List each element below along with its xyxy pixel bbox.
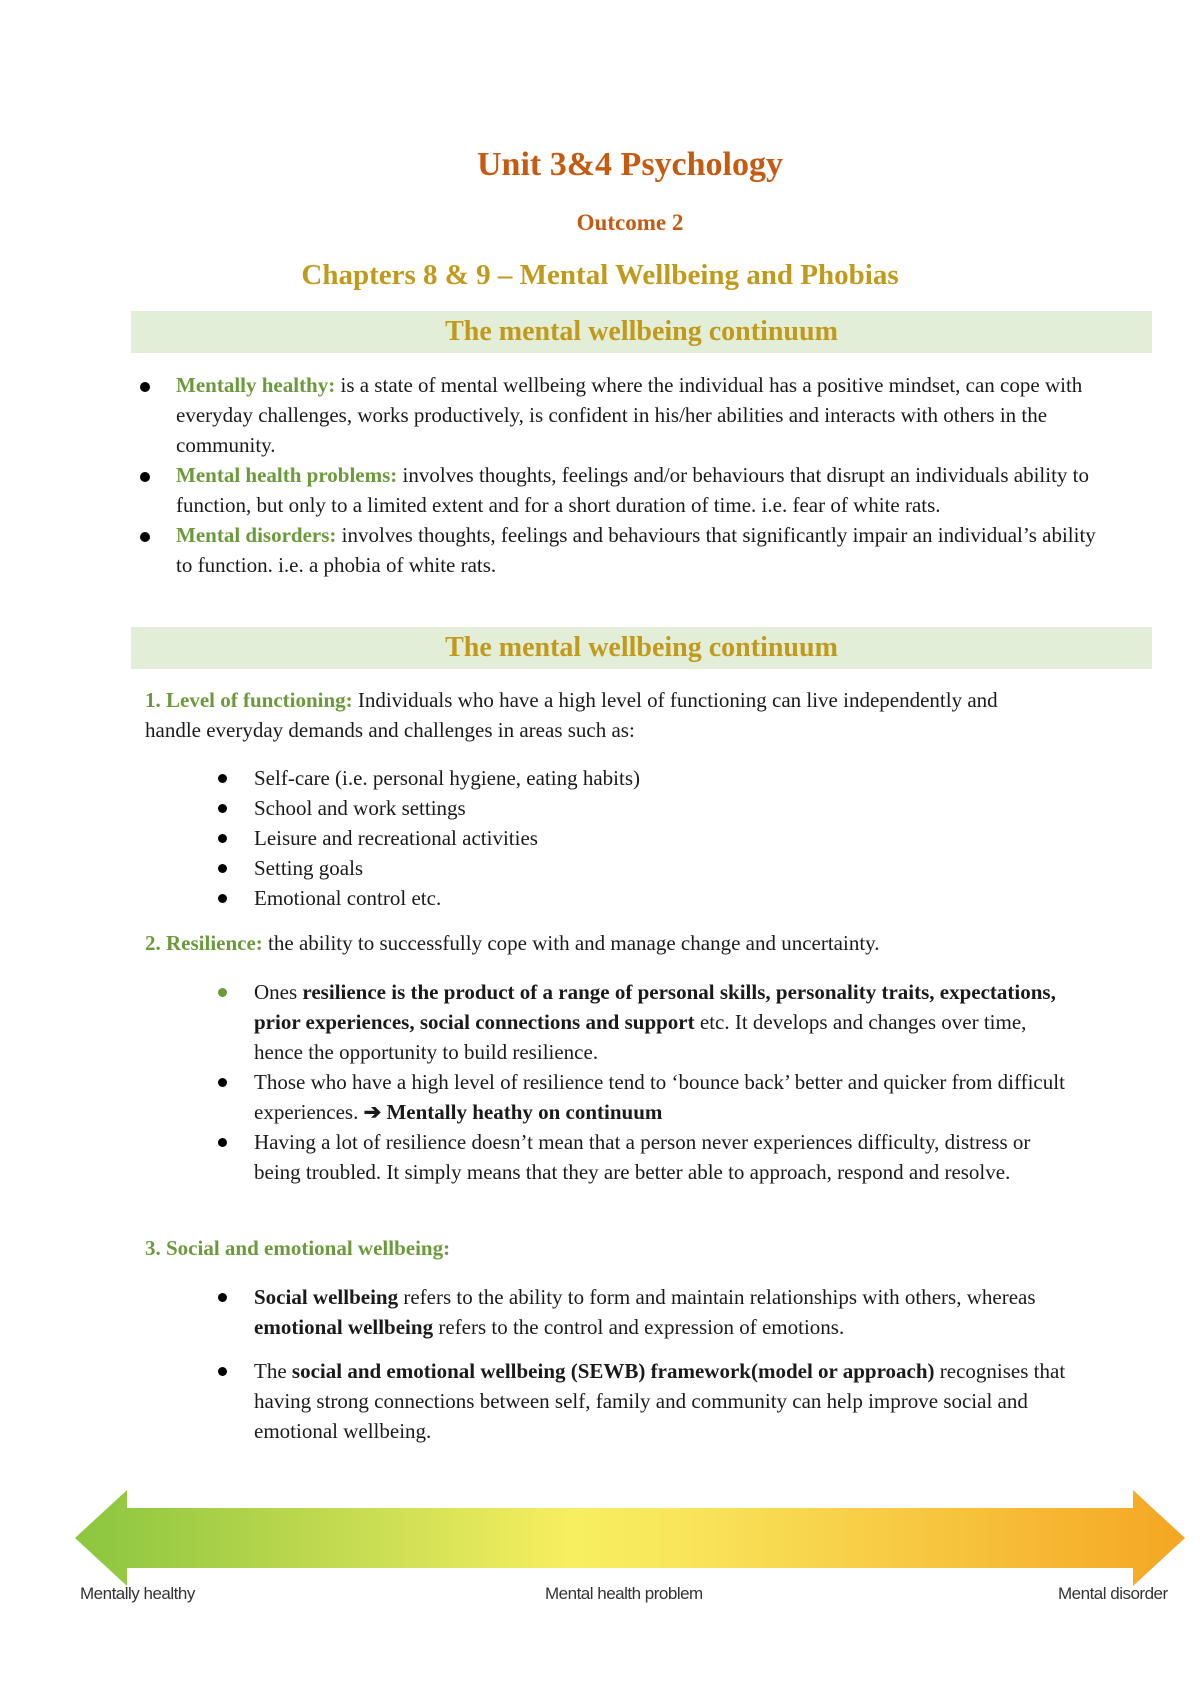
arrow-right-icon: ➔	[363, 1100, 382, 1124]
level-of-functioning-paragraph	[145, 685, 1045, 745]
bullet-icon	[218, 1078, 227, 1087]
bullet-icon	[218, 774, 227, 783]
subheading-resilience: 2. Resilience:	[145, 931, 263, 955]
term-description: involves thoughts, feelings and/or behaviours that disrupt an individuals ability to function, but only to a limited extent and for a short duration of time. i.e. fear of white rats.	[176, 463, 1090, 517]
continuum-label-disorder: Mental disorder	[1058, 1584, 1168, 1603]
resilience-paragraph	[145, 928, 1045, 958]
bold-text: emotional wellbeing	[254, 1315, 434, 1339]
continuum-arrow-graphic	[75, 1488, 1185, 1588]
bullet-icon	[218, 894, 227, 903]
term-label: Mental health problems:	[176, 463, 398, 487]
bold-text: Mentally heathy on continuum	[381, 1100, 663, 1124]
term-label: Mental disorders:	[176, 523, 337, 547]
definitions-list	[140, 370, 1100, 580]
text-span: The	[254, 1359, 292, 1383]
bold-text: social and emotional wellbeing (SEWB) framework(model or approach)	[291, 1359, 935, 1383]
text-span: refers to the ability to form and maintain relationships with others, whereas	[398, 1285, 1036, 1309]
text-span: Ones	[254, 980, 303, 1004]
list-item-text: Self-care (i.e. personal hygiene, eating habits)	[254, 766, 641, 790]
social-bullets	[218, 1282, 1078, 1446]
term-description: involves thoughts, feelings and behaviours that significantly impair an individual’s ability to function. i.e. a phobia of white rats.	[176, 523, 1096, 577]
bullet-icon	[218, 864, 227, 873]
list-item	[140, 370, 1100, 460]
continuum-label-problem: Mental health problem	[545, 1584, 703, 1603]
list-item	[218, 853, 1078, 883]
list-item-text: Emotional control etc.	[254, 886, 442, 910]
bullet-icon	[218, 1293, 227, 1302]
list-item	[140, 520, 1100, 580]
bullet-icon	[218, 804, 227, 813]
wellbeing-continuum-arrow	[75, 1488, 1185, 1588]
list-item	[140, 460, 1100, 520]
text-span: refers to the control and expression of emotions.	[433, 1315, 845, 1339]
bullet-icon	[140, 382, 150, 392]
list-item	[218, 977, 1078, 1067]
subheading-level: 1. Level of functioning:	[145, 688, 353, 712]
term-description: is a state of mental wellbeing where the individual has a positive mindset, can cope with everyday challenges, works productively, is confident in his/her abilities and interacts with others in the community.	[176, 373, 1083, 457]
bullet-icon	[218, 834, 227, 843]
level-bullets	[218, 763, 1078, 913]
text-span: etc. It develops and changes over time, hence the opportunity to build resilience.	[254, 1010, 1027, 1064]
text-span: Those who have a high level of resilience tend to ‘bounce back’ better and quicker from difficult experiences.	[254, 1070, 1065, 1124]
outcome-heading: Outcome 2	[576, 210, 684, 235]
term-label: Mentally healthy:	[176, 373, 336, 397]
text-span: Having a lot of resilience doesn’t mean that a person never experiences difficulty, distress or being troubled. It simply means that they are better able to approach, respond and resolve.	[254, 1130, 1031, 1184]
list-item	[218, 1067, 1078, 1127]
bullet-icon	[218, 988, 227, 997]
bold-text: resilience is the product of a range of personal skills, personality traits, expectations, prior experiences, social connections and support	[254, 980, 1056, 1034]
level-text: Individuals who have a high level of functioning can live independently and handle everyday demands and challenges in areas such as:	[145, 688, 998, 742]
list-item	[218, 1356, 1078, 1446]
chapters-heading: Chapters 8 & 9 – Mental Wellbeing and Phobias	[301, 259, 899, 291]
list-item	[218, 763, 1078, 793]
social-emotional-paragraph	[145, 1233, 1045, 1263]
list-item-text: Setting goals	[254, 856, 364, 880]
list-item	[218, 883, 1078, 913]
subheading-social: 3. Social and emotional wellbeing:	[145, 1236, 451, 1260]
section-banner-2: The mental wellbeing continuum	[131, 627, 1152, 669]
document-title: Unit 3&4 Psychology	[477, 146, 783, 183]
bullet-icon	[140, 472, 150, 482]
section-banner-1: The mental wellbeing continuum	[131, 311, 1152, 353]
bold-text: Social wellbeing	[254, 1285, 399, 1309]
bullet-icon	[140, 532, 150, 542]
list-item	[218, 793, 1078, 823]
list-item	[218, 823, 1078, 853]
list-item	[218, 1127, 1078, 1187]
continuum-label-healthy: Mentally healthy	[80, 1584, 195, 1603]
bullet-icon	[218, 1367, 227, 1376]
bullet-icon	[218, 1138, 227, 1147]
list-item-text: School and work settings	[254, 796, 466, 820]
resilience-bullets	[218, 977, 1078, 1187]
list-item-text: Leisure and recreational activities	[254, 826, 538, 850]
text-span: recognises that having strong connections between self, family and community can help improve social and emotional wellbeing.	[254, 1359, 1066, 1443]
list-item	[218, 1282, 1078, 1342]
resilience-text: the ability to successfully cope with and manage change and uncertainty.	[262, 931, 880, 955]
